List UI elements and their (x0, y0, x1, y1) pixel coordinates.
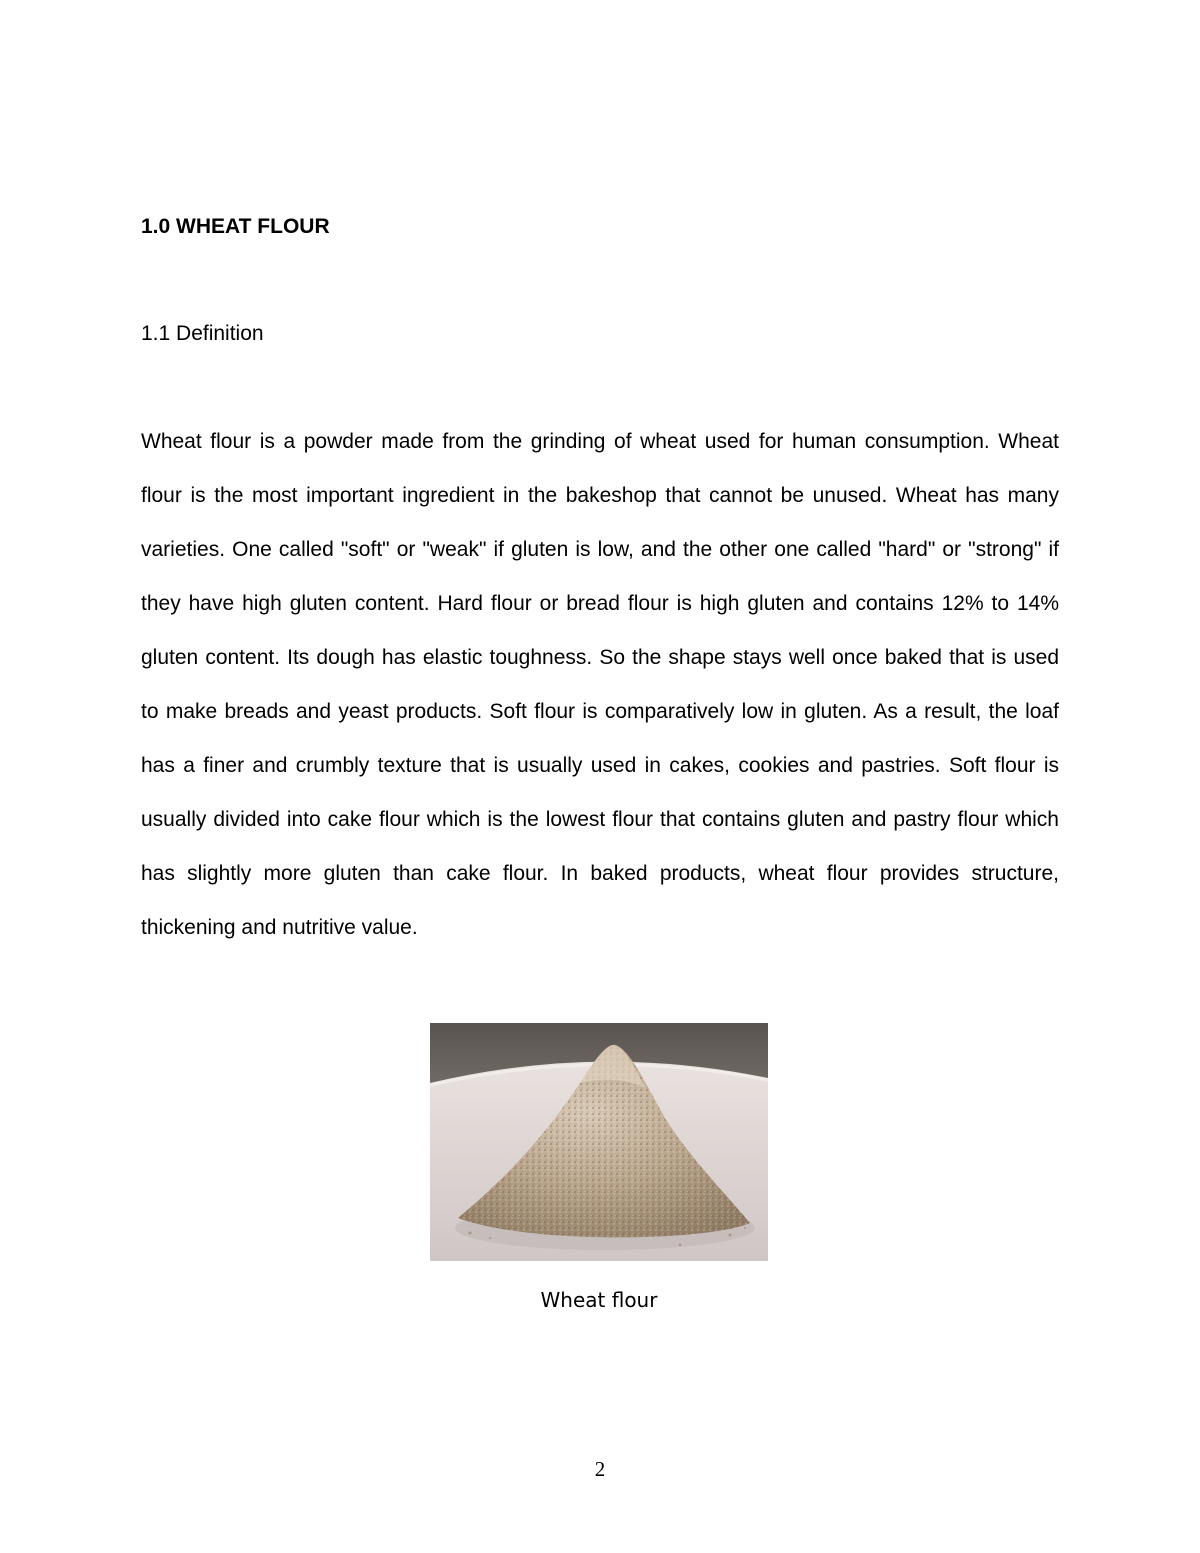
figure-caption: Wheat flour (540, 1288, 658, 1312)
definition-paragraph: Wheat flour is a powder made from the grinding of wheat used for human consumption. Wheat flour is the most important ingredient in the bakeshop that cannot be unused. Wheat has many varieties. One called "soft" or "weak" if gluten is low, and the other one called "hard" or "strong" if they have high gluten content. Hard flour or bread flour is high gluten and contains 12% to 14% gluten content. Its dough has elastic toughness. So the shape stays well once baked that is used to make breads and yeast products. Soft flour is comparatively low in gluten. As a result, the loaf has a finer and crumbly texture that is usually used in cakes, cookies and pastries. Soft flour is usually divided into cake flour which is the lowest flour that contains gluten and pastry flour which has slightly more gluten than cake flour. In baked products, wheat flour provides structure, thickening and nutritive value. (141, 430, 1059, 939)
section-heading: 1.0 WHEAT FLOUR (141, 215, 330, 238)
flour-pile-illustration (430, 1023, 768, 1261)
wheat-flour-photo (430, 1023, 768, 1261)
page-number: 2 (594, 1457, 606, 1481)
subsection-heading: 1.1 Definition (141, 322, 264, 345)
